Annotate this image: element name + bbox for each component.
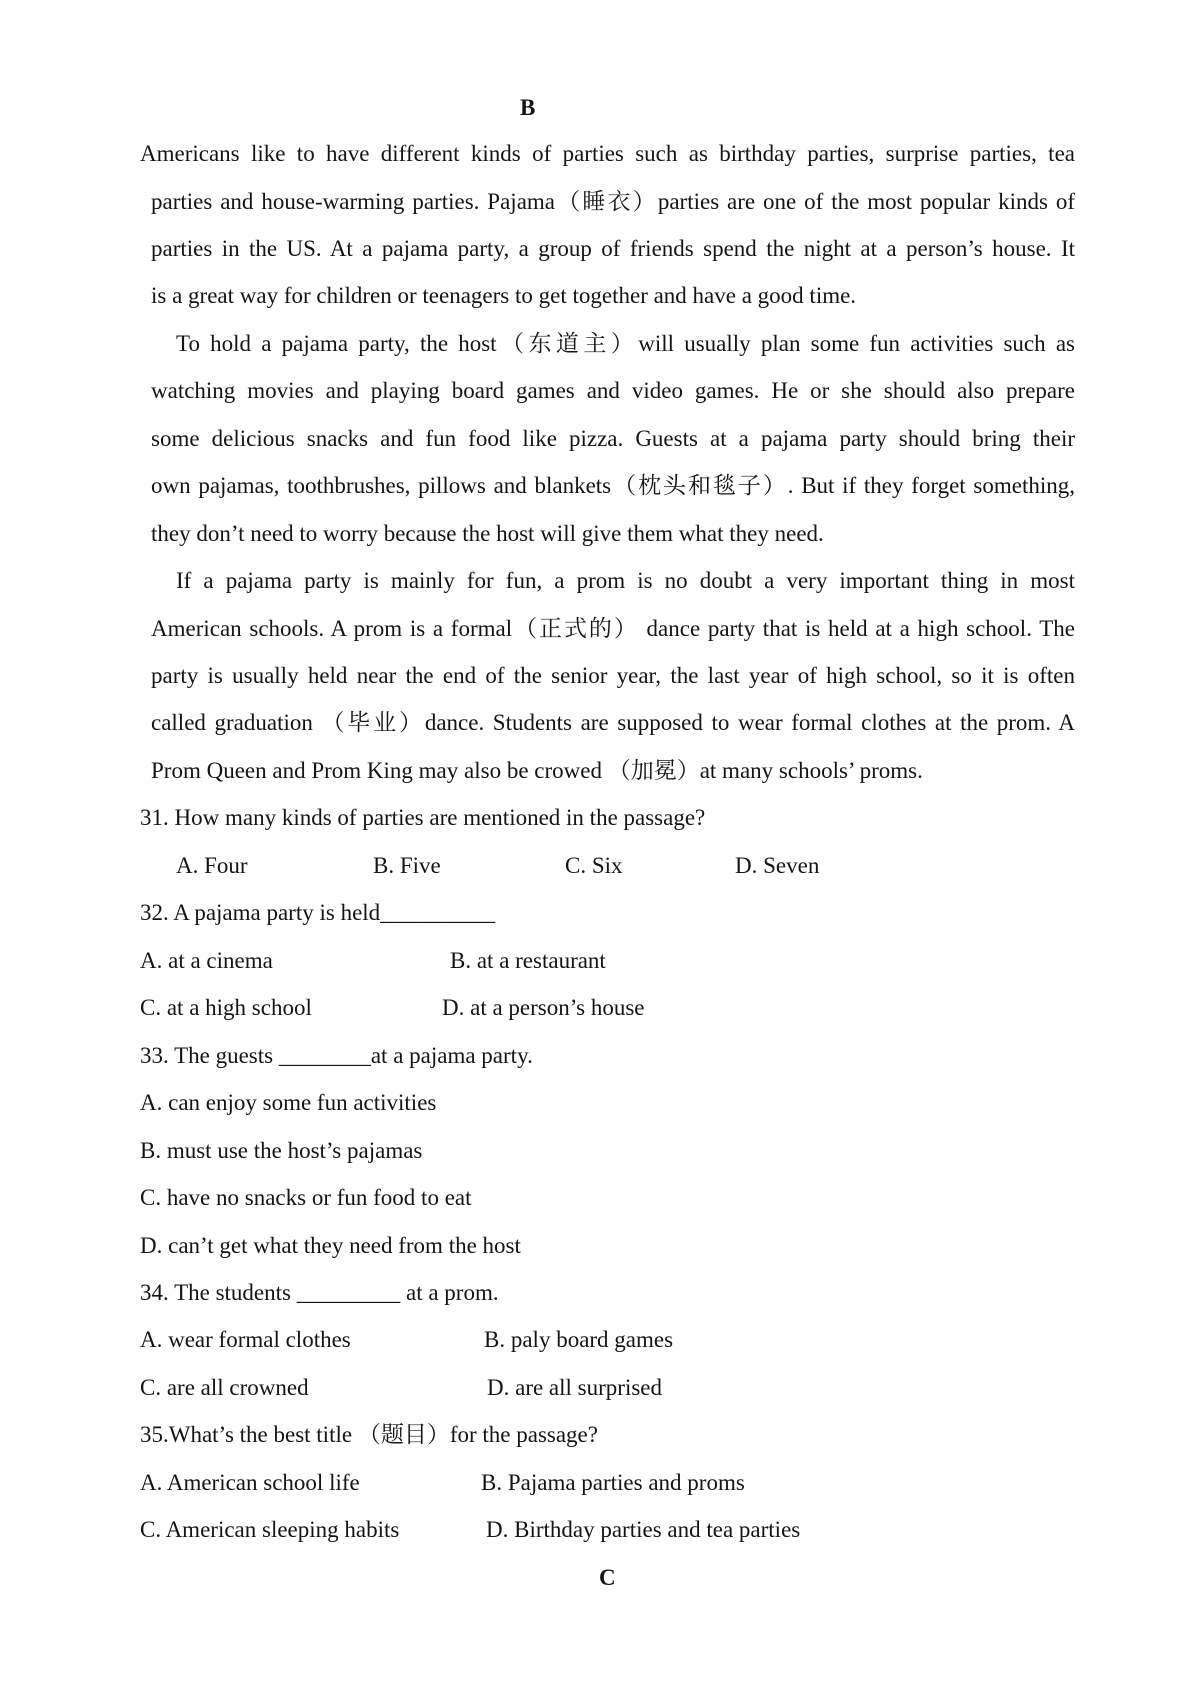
option-d[interactable]: D. Birthday parties and tea parties [486, 1517, 801, 1542]
option-a[interactable]: A. can enjoy some fun activities [140, 1090, 437, 1115]
option-row [0, 1373, 1200, 1403]
passage-line: American schools. A prom is a formal（正式的） dance party that is held at a high school. The [151, 616, 1075, 641]
question-stem: 34. The students _________ at a prom. [140, 1280, 499, 1305]
passage-line: Americans like to have different kinds of parties such as birthday parties, surprise parties, tea [140, 141, 1075, 166]
option-row [0, 993, 1200, 1023]
passage-line: If a pajama party is mainly for fun, a prom is no doubt a very important thing in most [176, 568, 1075, 593]
option-a[interactable]: A. Four [176, 853, 248, 878]
option-b[interactable]: B. must use the host’s pajamas [140, 1138, 423, 1163]
option-row [0, 1325, 1200, 1355]
option-row [0, 851, 1200, 881]
option-b[interactable]: B. at a restaurant [450, 948, 606, 973]
option-b[interactable]: B. Five [373, 853, 441, 878]
passage-line: Prom Queen and Prom King may also be crowed （加冕）at many schools’ proms. [151, 758, 923, 783]
passage-line: is a great way for children or teenagers to get together and have a good time. [151, 283, 857, 308]
option-c[interactable]: C. are all crowned [140, 1375, 309, 1400]
option-c[interactable]: C. Six [565, 853, 623, 878]
passage-line: they don’t need to worry because the host will give them what they need. [151, 521, 824, 546]
section-b-heading: B [520, 95, 536, 120]
passage-line: parties and house-warming parties. Pajama（睡衣）parties are one of the most popular kinds of [151, 189, 1075, 214]
option-d[interactable]: D. are all surprised [487, 1375, 662, 1400]
option-a[interactable]: A. at a cinema [140, 948, 273, 973]
option-d[interactable]: D. at a person’s house [442, 995, 645, 1020]
option-b[interactable]: B. paly board games [484, 1327, 674, 1352]
passage-line: To hold a pajama party, the host（东道主）will usually plan some fun activities such as [176, 331, 1075, 356]
option-d[interactable]: D. can’t get what they need from the host [140, 1233, 521, 1258]
option-row [0, 946, 1200, 976]
option-b[interactable]: B. Pajama parties and proms [481, 1470, 745, 1495]
section-c-heading: C [599, 1565, 616, 1590]
option-c[interactable]: C. have no snacks or fun food to eat [140, 1185, 472, 1210]
option-d[interactable]: D. Seven [735, 853, 820, 878]
question-stem: 33. The guests ________at a pajama party. [140, 1043, 533, 1068]
option-a[interactable]: A. wear formal clothes [140, 1327, 351, 1352]
option-c[interactable]: C. at a high school [140, 995, 312, 1020]
passage-line: parties in the US. At a pajama party, a group of friends spend the night at a person’s house. It [151, 236, 1075, 261]
passage-line: party is usually held near the end of the senior year, the last year of high school, so it is often [151, 663, 1075, 688]
passage-line: own pajamas, toothbrushes, pillows and blankets（枕头和毯子）. But if they forget something, [151, 473, 1075, 498]
question-stem: 31. How many kinds of parties are mentioned in the passage? [140, 805, 706, 830]
passage-line: called graduation （毕业）dance. Students are supposed to wear formal clothes at the prom. A [151, 710, 1075, 735]
passage-line: some delicious snacks and fun food like pizza. Guests at a pajama party should bring their [151, 426, 1075, 451]
option-c[interactable]: C. American sleeping habits [140, 1517, 400, 1542]
question-stem: 32. A pajama party is held__________ [140, 900, 496, 925]
option-row [0, 1468, 1200, 1498]
question-stem: 35.What’s the best title （题目）for the passage? [140, 1422, 598, 1447]
passage-line: watching movies and playing board games and video games. He or she should also prepare [151, 378, 1075, 403]
option-a[interactable]: A. American school life [140, 1470, 360, 1495]
option-row [0, 1515, 1200, 1545]
